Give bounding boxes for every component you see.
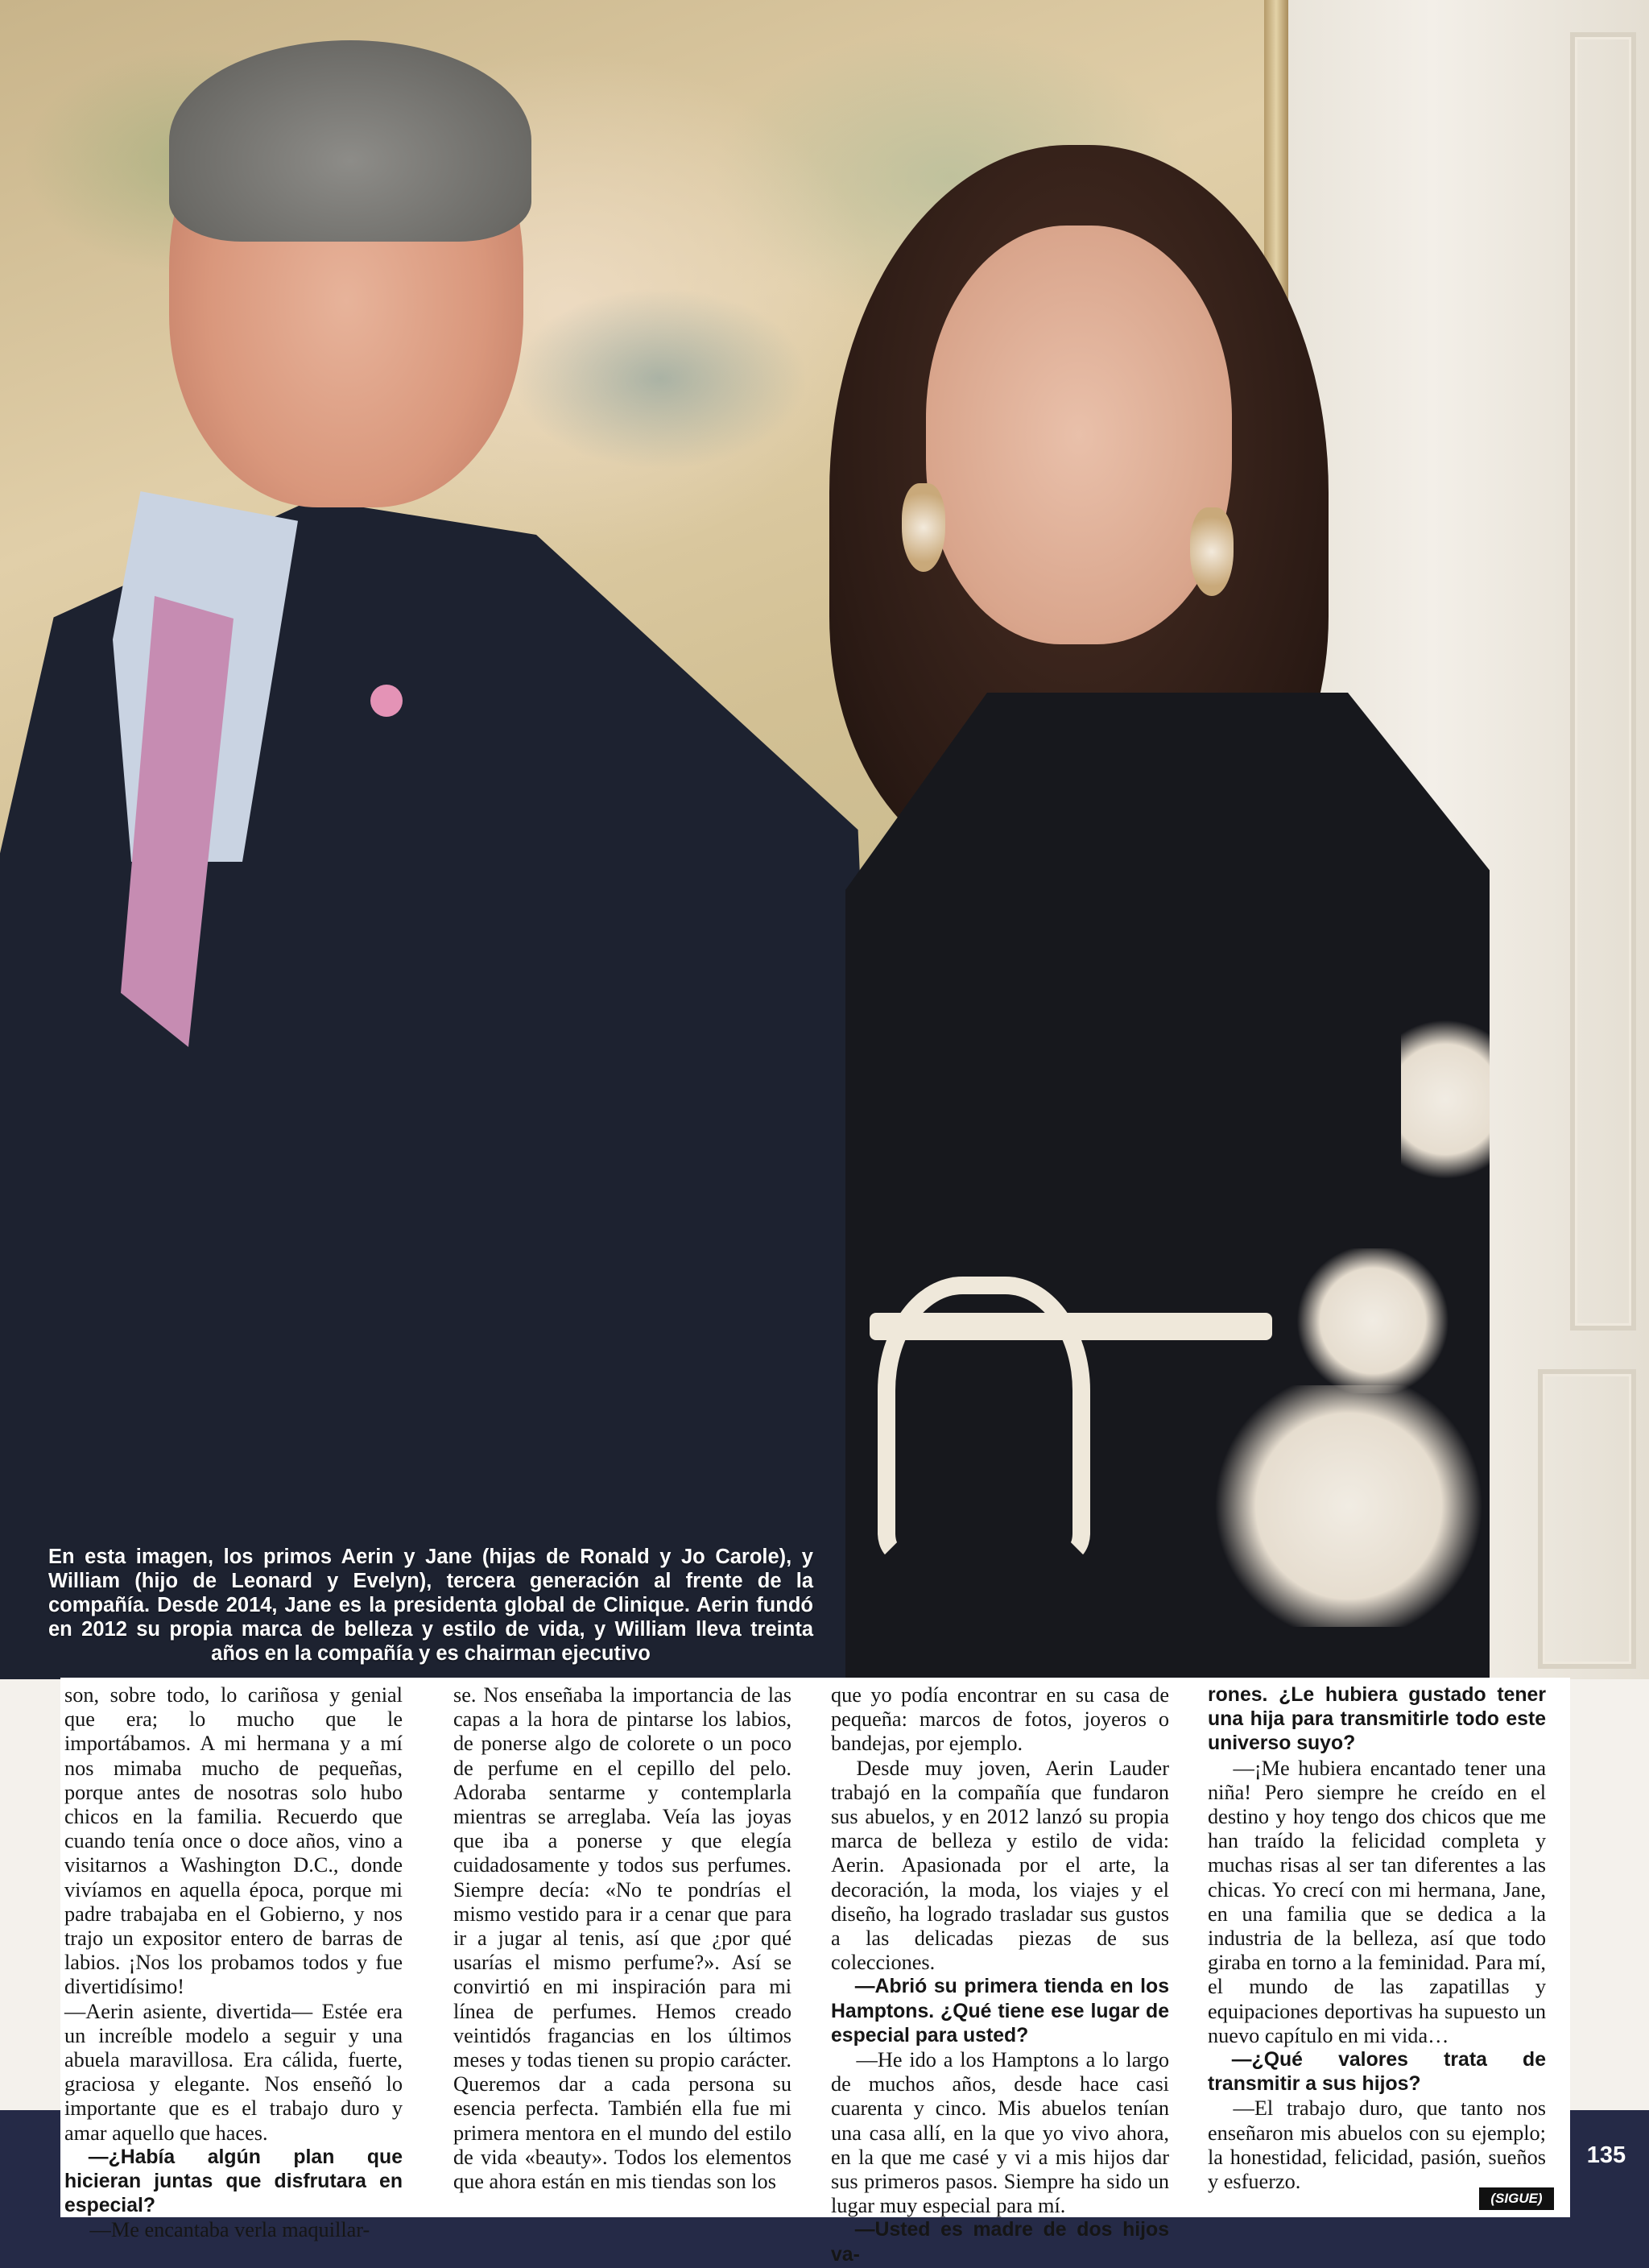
wall-panel bbox=[1570, 32, 1636, 1331]
paragraph: —El trabajo duro, que tanto nos enseñaron mis abuelos con su ejemplo; la honestidad, felicidad, pasión, sueños y esfuerzo. bbox=[1208, 2096, 1546, 2194]
paragraph: —Me encantaba verla maquillar- bbox=[89, 2218, 370, 2242]
paragraph: Desde muy joven, Aerin Lauder trabajó en la compañía que fundaron sus abuelos, y en 2012 lanzó su propia marca de belleza y estilo de vida: Aerin. Apasionada por el arte, la decoración, la moda, los viajes y el diseño, ha logrado trasladar sus gustos a las delicadas piezas de sus colecciones. bbox=[831, 1756, 1169, 1975]
paragraph: se. Nos enseñaba la importancia de las capas a la hora de pintarse los labios, de ponerse algo de colorete o un poco de perfume en el cepillo del pelo. Adoraba sentarme y contemplarla mientras se arreglaba. Veía las joyas que iba a ponerse y que elegía cuidadosamente y todos sus perfumes. Siempre decía: «No te pondrías el mismo vestido para ir a cenar que para ir a jugar al tenis, así que ¿por qué usarías el mismo perfume?». Así se convirtió en mi inspiración para mi línea de perfumes. Hemos creado veintidós fragancias en los últimos meses y todas tienen su propio carácter. Queremos dar a cada persona su esencia perfecta. También ella fue mi primera mentora en el mundo del estilo de vida «beauty». Todos los elementos que ahora están en mis tiendas son los bbox=[453, 1683, 791, 2194]
man-hair bbox=[169, 40, 531, 242]
earring bbox=[1190, 507, 1234, 596]
continues-label: (SIGUE) bbox=[1479, 2187, 1554, 2210]
belt-bow bbox=[878, 1277, 1090, 1562]
interview-question: —¿Qué valores trata de transmitir a sus hijos? bbox=[1208, 2049, 1546, 2096]
paragraph: que yo podía encontrar en su casa de pequeña: marcos de fotos, joyeros o bandejas, por ejemplo. bbox=[831, 1683, 1169, 1756]
paragraph: —He ido a los Hamptons a lo largo de muchos años, desde hace casi cuarenta y cinco. Mis abuelos tenían una casa allí, en la que yo vivo ahora, en la que me casé y vi a mis hijos dar sus primeros pasos. Siempre ha sido un lugar muy especial para mí. bbox=[831, 2048, 1169, 2218]
photo-caption: En esta imagen, los primos Aerin y Jane (hijas de Ronald y Jo Carole), y William (hijo de Leonard y Evelyn), tercera generación al frente de la compañía. Desde 2014, Jane es la presidenta global de Clinique. Aerin fundó en 2012 su propia marca de belleza y estilo de vida, y William lleva treinta años en la compañía y es chairman ejecutivo bbox=[48, 1546, 813, 1665]
wall-panel bbox=[1538, 1369, 1636, 1669]
article-column-2 bbox=[453, 1683, 791, 2199]
paragraph: son, sobre todo, lo cariñosa y genial que era; lo mucho que le importábamos. A mi hermana y a mí nos mimaba mucho de pequeñas, porque antes de nosotras solo hubo chicos en la familia. Recuerdo que cuando tenía once o doce años, vino a visitarnos a Washington D.C., donde vivíamos en aquella época, porque mi padre trabajaba en el Gobierno, y nos trajo un expositor entero de barras de labios. ¡Nos los probamos todos y fue divertidísimo! bbox=[64, 1683, 403, 1999]
lace-embroidery bbox=[1208, 1385, 1490, 1627]
article-column-1 bbox=[64, 1683, 403, 2242]
page-number: 135 bbox=[1586, 2142, 1626, 2168]
interview-question: —Abrió su primera tienda en los Hamptons. ¿Qué tiene ese lugar de especial para usted? bbox=[831, 1976, 1169, 2047]
woman-face bbox=[926, 226, 1232, 644]
earring bbox=[902, 483, 945, 572]
article-column-4 bbox=[1208, 1683, 1546, 2199]
interview-question: —Usted es madre de dos hijos va- bbox=[831, 2219, 1169, 2266]
interview-question: —¿Había algún plan que hicieran juntas que disfrutara en especial? bbox=[64, 2146, 403, 2217]
pink-ribbon-pin bbox=[370, 685, 403, 717]
article-column-3 bbox=[831, 1683, 1169, 2266]
paragraph: —¡Me hubiera encantado tener una niña! Pero siempre he creído en el destino y hoy tengo dos chicos que me han traído la felicidad completa y muchas risas al ser tan diferentes a las chicas. Yo crecí con mi hermana, Jane, en una familia que se dedica a la industria de la belleza, así que todo giraba en torno a la feminidad. Para mí, el mundo de las zapatillas y equipaciones deportivas ha supuesto un nuevo capítulo en mi vida… bbox=[1208, 1756, 1546, 2047]
lace-embroidery bbox=[1401, 999, 1490, 1200]
lace-embroidery bbox=[1296, 1248, 1449, 1393]
paragraph: —Aerin asiente, divertida— Estée era un increíble modelo a seguir y una abuela maravillosa. Era cálida, fuerte, graciosa y elegante. Nos enseñó lo importante que es el trabajo duro y amar aquello que haces. bbox=[64, 1999, 403, 2145]
interview-question: rones. ¿Le hubiera gustado tener una hija para transmitirle todo este universo suyo? bbox=[1208, 1684, 1546, 1755]
